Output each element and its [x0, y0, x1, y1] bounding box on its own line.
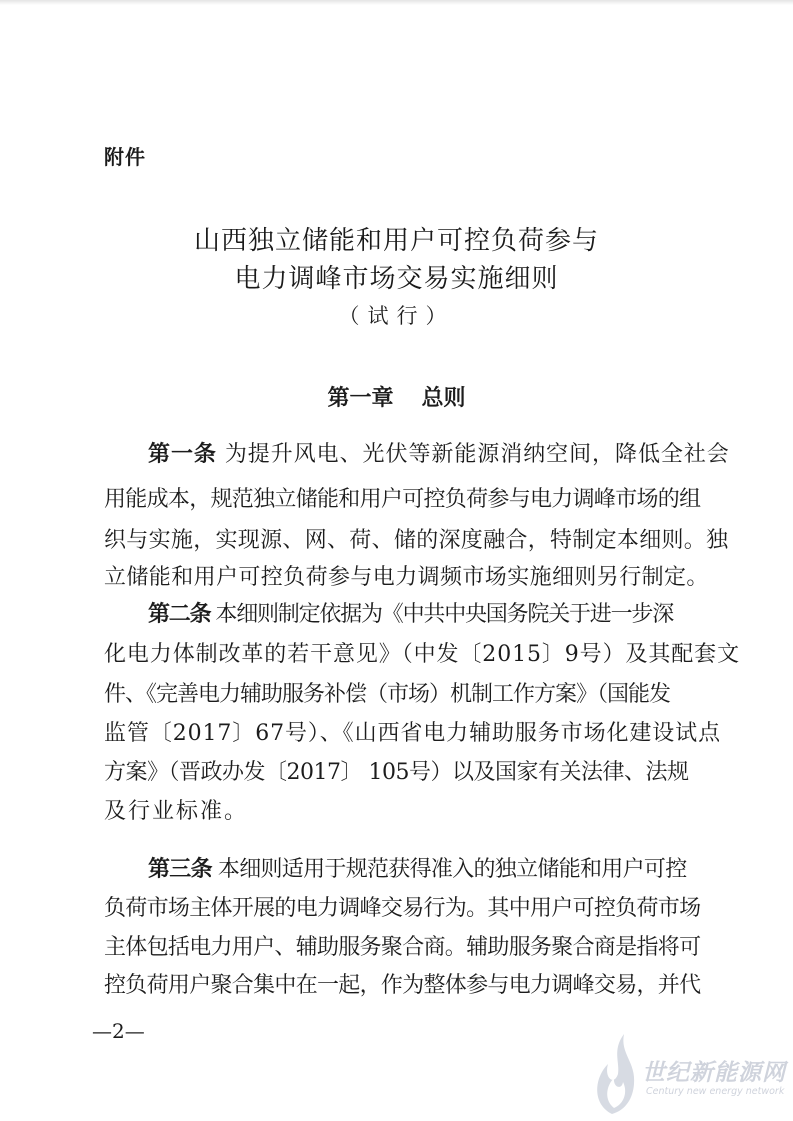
article-1-text: 为提升风电、光伏等新能源消纳空间，降低全社会: [224, 442, 730, 467]
article-2-text: 本细则制定依据为《中共中央国务院关于进一步深: [215, 602, 674, 627]
article-1-label: 第一条: [148, 442, 217, 467]
attachment-label: 附件: [104, 145, 146, 169]
article-3-line-3: 主体包括电力用户、辅助服务聚合商。辅助服务聚合商是指将可: [104, 935, 701, 960]
article-1-line-1: [148, 440, 730, 470]
article-2-line-6: 及行业标准。: [104, 799, 249, 824]
article-2-line-4: 监管〔2017〕67号）、《山西省电力辅助服务市场化建设试点: [104, 721, 721, 746]
article-2-line-1: [148, 600, 673, 630]
article-3-line-2: 负荷市场主体开展的电力调峰交易行为。其中用户可控负荷市场: [104, 896, 701, 921]
article-2-line-5: 方案》（晋政办发〔2017〕 105号）以及国家有关法律、法规: [104, 760, 689, 785]
article-2-line-2: 化电力体制改革的若干意见》（中发〔2015〕9号）及其配套文: [104, 642, 740, 667]
document-subtitle: （试行）: [338, 304, 455, 328]
watermark-subtext: Century new energy network: [646, 1086, 785, 1097]
page-number: —2—: [92, 1019, 145, 1043]
article-1-line-4: 立储能和用户可控负荷参与电力调频市场实施细则另行制定。: [104, 565, 709, 590]
chapter-heading: [0, 381, 793, 412]
chapter-name: 总则: [421, 386, 466, 411]
article-1-line-3: 织与实施，实现源、网、荷、储的深度融合，特制定本细则。独: [104, 528, 729, 553]
article-3-text: 本细则适用于规范获得准入的独立储能和用户可控: [217, 857, 687, 882]
article-3-line-4: 控负荷用户聚合集中在一起，作为整体参与电力调峰交易，并代: [104, 973, 701, 998]
article-3-line-1: [148, 855, 687, 885]
chapter-number: 第一章: [327, 386, 394, 411]
watermark: [590, 1026, 786, 1116]
article-1-line-2: 用能成本，规范独立储能和用户可控负荷参与电力调峰市场的组: [104, 487, 701, 512]
article-3-label: 第三条: [148, 857, 212, 882]
flame-logo-icon: [590, 1026, 650, 1116]
document-title-line-2: 电力调峰市场交易实施细则: [234, 264, 559, 294]
article-2-line-3: 件、《完善电力辅助服务补偿（市场）机制工作方案》（国能发: [104, 682, 671, 707]
page-top-shadow: [0, 0, 793, 5]
document-title-line-1: 山西独立储能和用户可控负荷参与: [193, 226, 599, 256]
article-2-label: 第二条: [148, 602, 211, 627]
watermark-text: 世纪新能源网: [642, 1060, 786, 1086]
